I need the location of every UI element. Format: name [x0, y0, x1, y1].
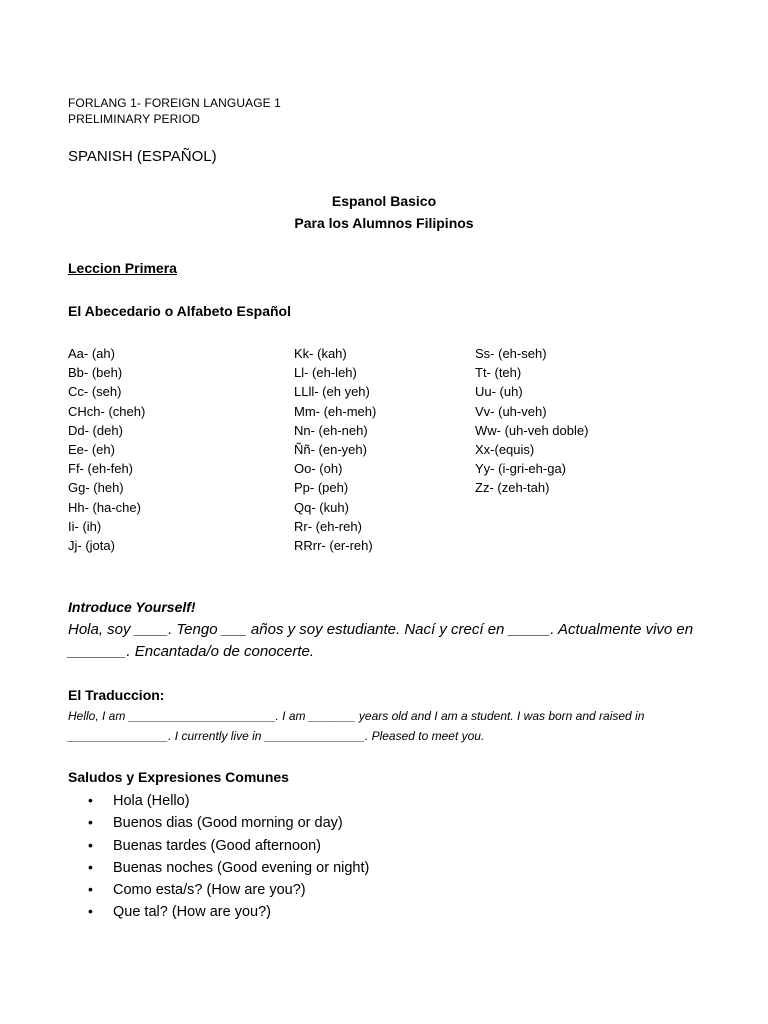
alphabet-letter: LLll- (eh yeh) [294, 384, 370, 400]
alphabet-letter: Gg- (heh) [68, 480, 124, 496]
alphabet-letter: Zz- (zeh-tah) [475, 480, 550, 496]
introduce-text: Hola, soy ____. Tengo ___ años y soy estudiante. Nací y crecí en _____. Actualmente vivo en _______. Encantada/o de conocerte. [68, 621, 694, 660]
saludos-list [88, 789, 369, 923]
alphabet-letter: Pp- (peh) [294, 480, 349, 496]
alphabet-heading: El Abecedario o Alfabeto Español [68, 303, 292, 319]
list-item-text: Que tal? (How are you?) [113, 904, 271, 921]
alphabet-letter: Dd- (deh) [68, 422, 123, 438]
document-title: Espanol Basico [331, 193, 437, 209]
alphabet-letter: Jj- (jota) [68, 537, 115, 553]
alphabet-letter: Ss- (eh-seh) [475, 346, 547, 361]
bullet-icon: • [88, 903, 93, 920]
lesson-heading [68, 258, 177, 278]
alphabet-letter: Bb- (beh) [68, 365, 123, 381]
bullet-icon: • [88, 836, 93, 853]
alphabet-letter: Ññ- (en-yeh) [294, 441, 367, 457]
list-item [88, 856, 369, 878]
alphabet-letter: Uu- (uh) [475, 384, 523, 400]
alphabet-letter: Xx-(equis) [475, 441, 535, 457]
list-item-text: Buenas tardes (Good afternoon) [113, 837, 321, 854]
bullet-icon: • [88, 881, 93, 898]
subject-heading: SPANISH (ESPAÑOL) [68, 148, 217, 165]
alphabet-letter: Nn- (eh-neh) [294, 422, 368, 438]
list-item [88, 900, 369, 922]
alphabet-letter: CHch- (cheh) [68, 403, 146, 419]
alphabet-letter: Aa- (ah) [68, 346, 115, 361]
list-item [88, 789, 369, 811]
course-header: FORLANG 1- FOREIGN LANGUAGE 1 [68, 96, 281, 110]
bullet-icon: • [88, 792, 93, 808]
alphabet-letter: Tt- (teh) [475, 365, 522, 381]
alphabet-letter: Cc- (seh) [68, 384, 122, 400]
traduccion-text: Hello, I am ______________________. I am _______ years old and I am a student. I was born and raised in _______________. I currently live in _______________. Pleased to meet you. [68, 709, 645, 743]
alphabet-letter: Ii- (ih) [68, 518, 102, 534]
alphabet-letter: Ll- (eh-leh) [294, 365, 357, 381]
bullet-icon: • [88, 814, 93, 831]
alphabet-letter: Ff- (eh-feh) [68, 461, 134, 477]
bullet-icon: • [88, 858, 93, 875]
saludos-heading: Saludos y Expresiones Comunes [68, 769, 289, 785]
traduccion-heading: El Traduccion: [68, 687, 165, 703]
alphabet-letter: Kk- (kah) [294, 346, 347, 361]
alphabet-letter: Mm- (eh-meh) [294, 403, 377, 419]
introduce-heading: Introduce Yourself! [68, 599, 196, 615]
list-item-text: Como esta/s? (How are you?) [113, 882, 306, 899]
lesson-heading-text: Leccion Primera [68, 260, 177, 276]
document-subtitle: Para los Alumnos Filipinos [294, 215, 474, 231]
alphabet-letter: Vv- (uh-veh) [475, 403, 547, 419]
alphabet-letter: Ww- (uh-veh doble) [475, 422, 589, 438]
alphabet-letter: Rr- (eh-reh) [294, 518, 362, 534]
alphabet-letter: Ee- (eh) [68, 441, 115, 457]
list-item [88, 834, 369, 856]
alphabet-letter: Qq- (kuh) [294, 499, 349, 515]
alphabet-letter: RRrr- (er-reh) [294, 537, 373, 553]
alphabet-letter: Hh- (ha-che) [68, 499, 141, 515]
list-item-text: Buenos dias (Good morning or day) [113, 815, 343, 832]
list-item [88, 811, 369, 833]
list-item [88, 878, 369, 900]
alphabet-column-3 [475, 344, 588, 498]
list-item-text: Hola (Hello) [113, 793, 190, 809]
alphabet-column-1 [68, 344, 145, 555]
alphabet-letter: Yy- (i-gri-eh-ga) [475, 461, 567, 477]
alphabet-letter: Oo- (oh) [294, 461, 343, 477]
list-item-text: Buenas noches (Good evening or night) [113, 859, 370, 876]
alphabet-column-2 [294, 344, 376, 555]
period-header: PRELIMINARY PERIOD [68, 112, 201, 126]
